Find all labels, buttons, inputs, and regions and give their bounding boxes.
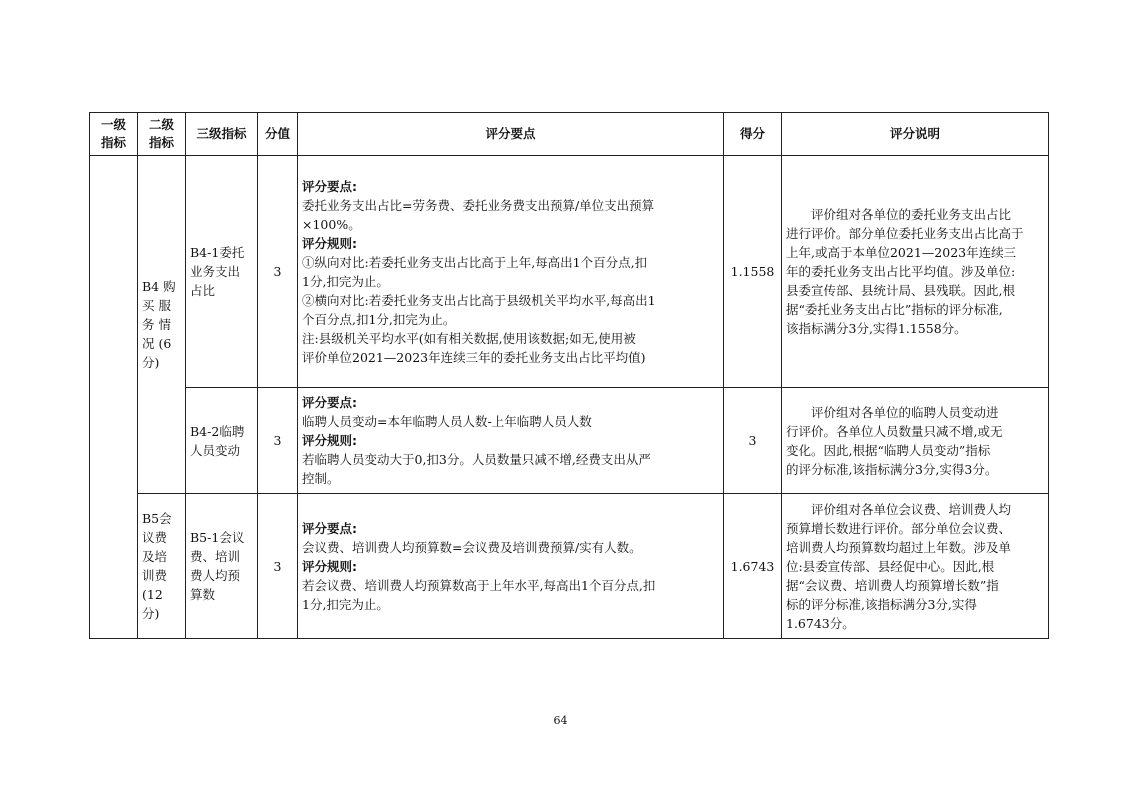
table-row [90,156,1049,388]
header-score: 得分 [724,113,782,156]
scoring-points-b5-1: 评分要点: 会议费、培训费人均预算数=会议费及培训费预算/实有人数。 评分规则: 若会议费、培训费人均预算数高于上年水平,每高出1个百分点,扣 1分,扣完为止。 [298,494,724,639]
score-cell: 3 [724,388,782,494]
score-value-cell: 3 [258,494,298,639]
header-scoring-description: 评分说明 [782,113,1049,156]
indicator-b4-1: B4-1委托 业务支出 占比 [186,156,258,388]
page-number: 64 [553,714,568,727]
level1-cell [90,156,138,639]
table-header-row [90,113,1049,156]
score-cell: 1.6743 [724,494,782,639]
score-value-cell: 3 [258,388,298,494]
table-row [90,494,1049,639]
scoring-points-b4-1: 评分要点: 委托业务支出占比=劳务费、委托业务费支出预算/单位支出预算 ×100%。 评分规则: ①纵向对比:若委托业务支出占比高于上年,每高出1个百分点,扣 1分,扣完为止。 ②横向对比:若委托业务支出占比高于县级机关平均水平,每高出1 个百分点,扣1分,扣完为止。 注:县级机关平均水平(如有相关数据,使用该数据;如无,使用被 评价单位2021—2023年连续三年的委托业务支出占比平均值) [298,156,724,388]
header-level1: 一级 指标 [90,113,138,156]
evaluation-table [89,112,1049,639]
scoring-description-b4-1: 评价组对各单位的委托业务支出占比 进行评价。部分单位委托业务支出占比高于 上年,或高于本单位2021—2023年连续三 年的委托业务支出占比平均值。涉及单位: 县委宣传部、县统计局、县残联。因此,根 据“委托业务支出占比”指标的评分标准, 该指标满分3分,实得1.1558分。 [782,156,1049,388]
header-level2: 二级 指标 [138,113,186,156]
table-row [90,388,1049,494]
scoring-description-b4-2: 评价组对各单位的临聘人员变动进 行评价。各单位人员数量只减不增,或无 变化。因此,根据“临聘人员变动”指标 的评分标准,该指标满分3分,实得3分。 [782,388,1049,494]
scoring-points-b4-2: 评分要点: 临聘人员变动=本年临聘人员人数-上年临聘人员人数 评分规则: 若临聘人员变动大于0,扣3分。人员数量只减不增,经费支出从严 控制。 [298,388,724,494]
level2-group-b4: B4 购 买 服 务 情 况 (6 分) [138,156,186,494]
level2-group-b5: B5会 议费 及培 训费 (12 分) [138,494,186,639]
scoring-description-b5-1: 评价组对各单位会议费、培训费人均 预算增长数进行评价。部分单位会议费、 培训费人均预算数均超过上年数。涉及单 位:县委宣传部、县经促中心。因此,根 据“会议费、培训费人均预算增长数”指 标的评分标准,该指标满分3分,实得 1.6743分。 [782,494,1049,639]
score-value-cell: 3 [258,156,298,388]
indicator-b5-1: B5-1会议 费、培训 费人均预 算数 [186,494,258,639]
indicator-b4-2: B4-2临聘 人员变动 [186,388,258,494]
header-scoring-points: 评分要点 [298,113,724,156]
score-cell: 1.1558 [724,156,782,388]
header-score-value: 分值 [258,113,298,156]
header-level3: 三级指标 [186,113,258,156]
